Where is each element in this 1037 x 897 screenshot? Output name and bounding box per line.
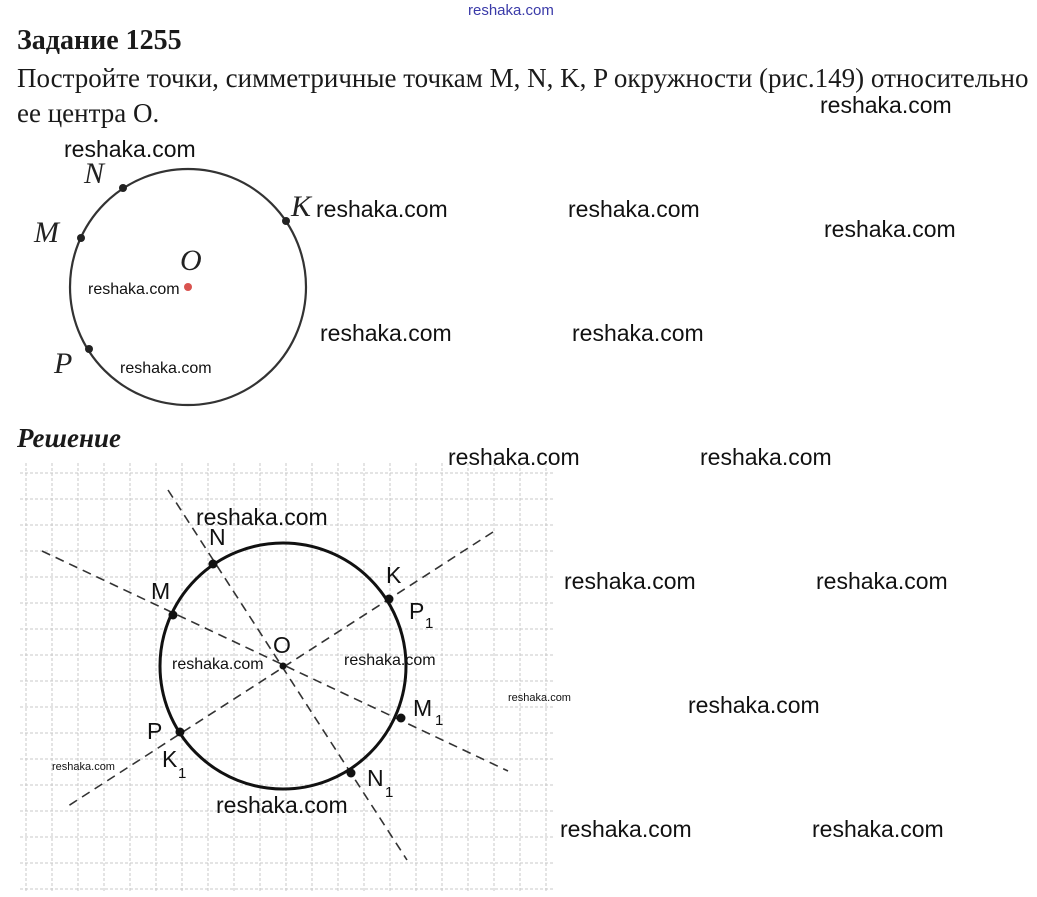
solution-label-p: P — [147, 718, 163, 744]
solution-point-m1 — [397, 714, 406, 723]
task-title: Задание 1255 — [17, 25, 182, 56]
watermark: reshaka.com — [448, 444, 580, 470]
watermark: reshaka.com — [564, 568, 696, 594]
figure1-center-o — [184, 283, 192, 291]
watermark: reshaka.com — [172, 656, 264, 673]
solution-point-p — [176, 728, 185, 737]
watermark: reshaka.com — [560, 816, 692, 842]
figure1-label-n: N — [84, 157, 105, 190]
solution-point-m — [169, 611, 178, 620]
line-k-k1 — [65, 532, 493, 808]
solution-label-p1: P — [409, 598, 425, 624]
figure1-label-m: M — [34, 216, 59, 249]
watermark: reshaka.com — [824, 216, 956, 242]
figure1-point-n — [119, 184, 127, 192]
watermark: reshaka.com — [816, 568, 948, 594]
solution-label-m1: M — [413, 695, 433, 721]
watermark: reshaka.com — [508, 692, 571, 704]
watermark: reshaka.com — [820, 92, 952, 118]
solution-point-n — [209, 560, 218, 569]
watermark: reshaka.com — [52, 761, 115, 773]
figure1-label-p: P — [54, 347, 73, 380]
line-m-m1 — [42, 551, 508, 771]
figure1-point-p — [85, 345, 93, 353]
solution-label-n1-subscript: 1 — [385, 784, 394, 801]
solution-label-o: O — [273, 632, 291, 658]
watermark: reshaka.com — [344, 652, 436, 669]
solution-label-n1: N — [367, 765, 384, 791]
watermark: reshaka.com — [320, 320, 452, 346]
watermark: reshaka.com — [64, 136, 196, 162]
solution-label-k1: K — [162, 746, 178, 772]
solution-label-m: M — [151, 578, 171, 604]
solution-heading: Решение — [17, 423, 121, 453]
watermark: reshaka.com — [812, 816, 944, 842]
watermark: reshaka.com — [572, 320, 704, 346]
watermark: reshaka.com — [196, 504, 328, 530]
solution-point-o — [280, 663, 287, 670]
solution-point-k — [385, 595, 394, 604]
watermark: reshaka.com — [120, 360, 212, 377]
figure1-point-m — [77, 234, 85, 242]
watermark: reshaka.com — [700, 444, 832, 470]
figure1-point-k — [282, 217, 290, 225]
task-text: Постройте точки, симметричные точкам M, N, K, P окружности (рис.149) относительно ее центра O. — [17, 63, 1029, 128]
solution-label-k1-subscript: 1 — [178, 765, 187, 782]
watermark: reshaka.com — [88, 281, 180, 298]
solution-label-m1-subscript: 1 — [435, 712, 444, 729]
watermark: reshaka.com — [216, 792, 348, 818]
watermark: reshaka.com — [568, 196, 700, 222]
figure1-label-o: O — [180, 244, 202, 277]
watermark: reshaka.com — [688, 692, 820, 718]
site-link[interactable]: reshaka.com — [468, 2, 554, 19]
solution-point-n1 — [347, 769, 356, 778]
solution-label-k: K — [386, 562, 402, 588]
figure1-label-k: K — [291, 190, 312, 223]
watermark: reshaka.com — [316, 196, 448, 222]
solution-label-n: N — [209, 524, 226, 550]
solution-label-p1-subscript: 1 — [425, 615, 434, 632]
